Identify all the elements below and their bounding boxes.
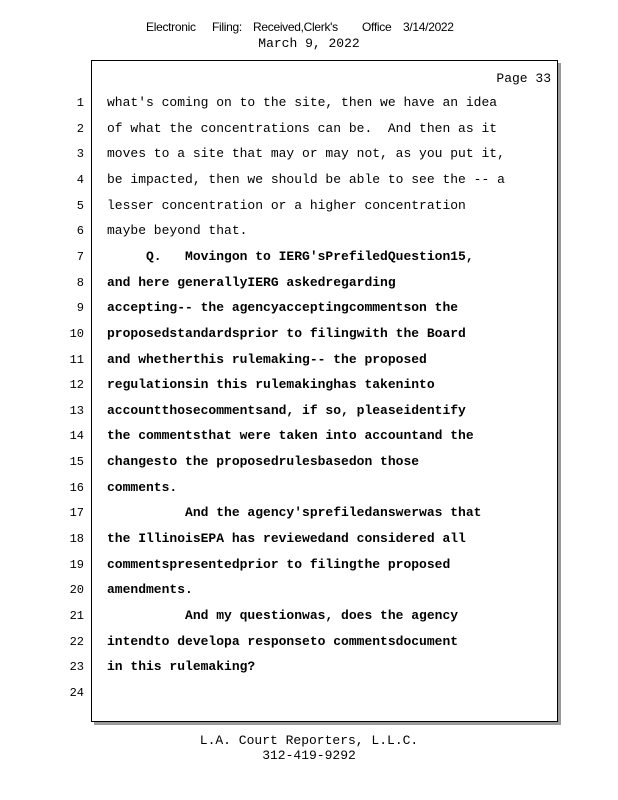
transcript-line: amendments.: [107, 582, 193, 597]
line-number: 23: [69, 660, 84, 674]
line-number: 16: [69, 481, 84, 495]
transcript-line: and here generallyIERG askedregarding: [107, 275, 396, 290]
line-number: 3: [76, 147, 84, 161]
footer: [0, 733, 618, 763]
page-number: Page 33: [496, 71, 551, 86]
transcript-line: maybe beyond that.: [107, 223, 248, 238]
line-number: 2: [76, 122, 84, 136]
stamp-office: Office: [362, 20, 392, 34]
transcript-line: commentspresentedprior to filingthe proposed: [107, 557, 451, 572]
line-number: 6: [76, 224, 84, 238]
reporter-company: L.A. Court Reporters, L.L.C.: [199, 733, 419, 748]
transcript-line: in this rulemaking?: [107, 659, 256, 674]
transcript-line: what's coming on to the site, then we have an idea: [107, 95, 498, 110]
transcript-line: moves to a site that may or may not, as you put it,: [107, 146, 505, 161]
line-number: 14: [69, 429, 84, 443]
line-number: 9: [76, 301, 84, 315]
stamp-date: 3/14/2022: [403, 20, 454, 34]
transcript-line: be impacted, then we should be able to see the -- a: [107, 172, 505, 187]
transcript-line: of what the concentrations can be. And then as it: [107, 121, 498, 136]
stamp-filing: Filing:: [212, 20, 242, 34]
line-number: 5: [76, 199, 84, 213]
transcript-line: Q. Movingon to IERG'sPrefiledQuestion15,: [107, 249, 474, 264]
transcript-line: regulationsin this rulemakinghas takeninto: [107, 377, 435, 392]
line-number: 8: [76, 276, 84, 290]
line-number: 22: [69, 635, 84, 649]
transcript-line: the commentsthat were taken into accountand the: [107, 428, 474, 443]
transcript-line: changesto the proposedrulesbasedon those: [107, 454, 420, 469]
line-number: 20: [69, 583, 84, 597]
line-number: 21: [69, 609, 84, 623]
transcript-line: and whetherthis rulemaking-- the proposed: [107, 352, 427, 367]
transcript-line: intendto developa responseto commentsdocument: [107, 634, 459, 649]
line-number: 13: [69, 404, 84, 418]
transcript-line: comments.: [107, 480, 178, 495]
transcript-line: the IllinoisEPA has reviewedand considered all: [107, 531, 466, 546]
line-number: 18: [69, 532, 84, 546]
line-number: 1: [76, 96, 84, 110]
reporter-phone: 312-419-9292: [262, 748, 356, 763]
line-number: 4: [76, 173, 84, 187]
transcript-line: accountthosecommentsand, if so, pleaseidentify: [107, 403, 466, 418]
transcript-date: March 9, 2022: [258, 36, 360, 51]
transcript-line: proposedstandardsprior to filingwith the Board: [107, 326, 466, 341]
transcript-line: And the agency'sprefiledanswerwas that: [107, 505, 482, 520]
stamp-received: Received,Clerk's: [253, 20, 338, 34]
line-number: 10: [69, 327, 84, 341]
transcript-line: lesser concentration or a higher concentration: [107, 198, 466, 213]
line-number: 17: [69, 506, 84, 520]
transcript-line: accepting-- the agencyacceptingcommentson the: [107, 300, 459, 315]
line-number: 7: [76, 250, 84, 264]
line-number: 12: [69, 378, 84, 392]
line-number: 24: [69, 686, 84, 700]
line-number: 19: [69, 558, 84, 572]
line-number: 11: [69, 353, 84, 367]
stamp-electronic: Electronic: [146, 20, 196, 34]
transcript-line: And my questionwas, does the agency: [107, 608, 459, 623]
line-number: 15: [69, 455, 84, 469]
